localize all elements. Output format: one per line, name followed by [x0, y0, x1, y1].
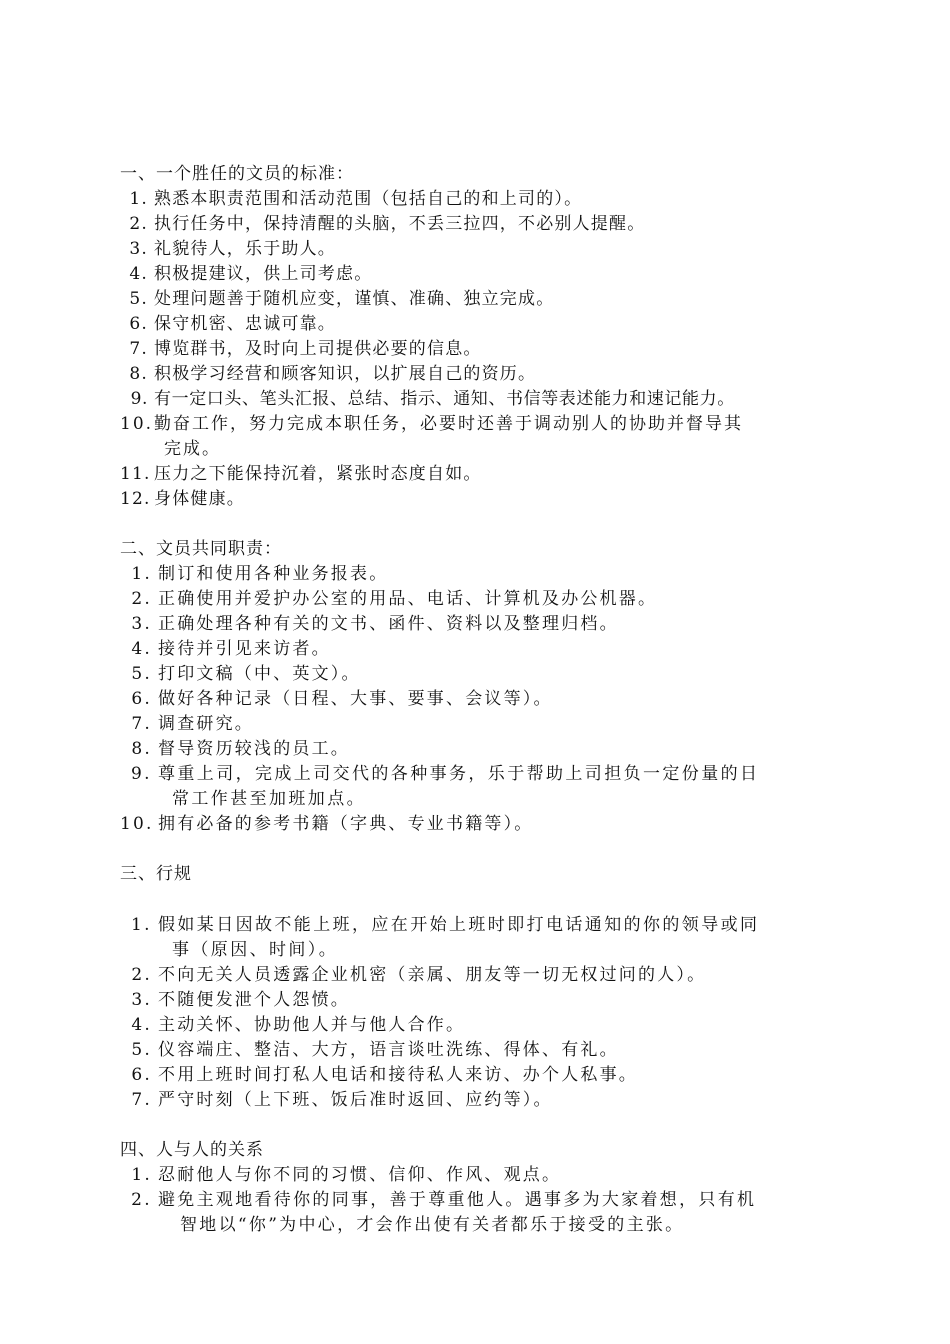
- item-text-continuation: 完成。: [164, 439, 221, 459]
- list-item: [120, 712, 840, 737]
- list-item: [120, 988, 840, 1013]
- list-item: [120, 212, 840, 237]
- item-text: 仪容端庄、整洁、大方，语言谈吐洗练、得体、有礼。: [158, 1040, 619, 1060]
- section-heading: 四、人与人的关系: [120, 1140, 264, 1160]
- item-text: 制订和使用各种业务报表。: [158, 564, 389, 584]
- item-number: 9.: [130, 389, 148, 409]
- list-item: [120, 262, 840, 287]
- section-heading: 三、行规: [120, 864, 192, 884]
- item-text: 调查研究。: [158, 714, 254, 734]
- item-text: 博览群书，及时向上司提供必要的信息。: [154, 339, 482, 359]
- item-number: 12.: [120, 489, 151, 509]
- list-item: [120, 963, 840, 988]
- list-item: [120, 1038, 840, 1063]
- list-item: [120, 237, 840, 262]
- list-item: [120, 737, 840, 762]
- section-standards: [120, 162, 840, 512]
- item-number: 2.: [129, 214, 148, 234]
- item-number: 1.: [130, 915, 152, 935]
- item-number: 9.: [130, 764, 152, 784]
- item-text: 不随便发泄个人怨愤。: [158, 990, 350, 1010]
- item-number: 2.: [131, 589, 152, 609]
- list-item: [120, 612, 840, 637]
- item-number: 10.: [120, 414, 154, 434]
- item-text: 假如某日因故不能上班，应在开始上班时即打电话通知的你的领导或同: [158, 915, 760, 935]
- item-number: 1.: [129, 189, 148, 209]
- item-number: 7.: [129, 339, 148, 359]
- item-text: 尊重上司，完成上司交代的各种事务，乐于帮助上司担负一定份量的日: [158, 764, 760, 784]
- item-text: 避免主观地看待你的同事，善于尊重他人。遇事多为大家着想，只有机: [158, 1190, 757, 1210]
- spacer: [120, 1113, 840, 1138]
- item-text: 督导资历较浅的员工。: [158, 739, 350, 759]
- section-relationships: [120, 1138, 840, 1238]
- item-text: 勤奋工作，努力完成本职任务，必要时还善于调动别人的协助并督导其: [154, 414, 743, 434]
- item-number: 3.: [129, 239, 148, 259]
- list-item: [120, 312, 840, 337]
- section-duties: [120, 537, 840, 837]
- section-rules: [120, 862, 840, 1113]
- spacer: [120, 837, 840, 862]
- item-text: 不向无关人员透露企业机密（亲属、朋友等一切无权过问的人）。: [158, 965, 707, 985]
- list-item: [120, 1188, 840, 1238]
- item-number: 4.: [131, 1015, 152, 1035]
- list-item: [120, 812, 840, 837]
- item-number: 5.: [129, 289, 148, 309]
- item-text-continuation: 常工作甚至加班加点。: [172, 789, 366, 809]
- list-item: [120, 762, 840, 812]
- list-item: [120, 913, 840, 963]
- item-number: 11.: [120, 464, 151, 484]
- item-text: 有一定口头、笔头汇报、总结、指示、通知、书信等表述能力和速记能力。: [154, 389, 735, 409]
- item-text: 严守时刻（上下班、饭后准时返回、应约等）。: [158, 1090, 553, 1110]
- document-page: [120, 162, 840, 1238]
- list-item: [120, 337, 840, 362]
- item-text-continuation: 事（原因、时间）。: [172, 940, 339, 960]
- item-number: 7.: [131, 714, 152, 734]
- list-item: [120, 462, 840, 487]
- list-item: [120, 637, 840, 662]
- list-item: [120, 587, 840, 612]
- item-text: 拥有必备的参考书籍（字典、专业书籍等）。: [158, 814, 534, 834]
- item-text: 身体健康。: [154, 489, 245, 509]
- item-text: 主动关怀、协助他人并与他人合作。: [158, 1015, 466, 1035]
- item-number: 2.: [131, 965, 152, 985]
- item-number: 2.: [131, 1190, 152, 1210]
- item-text: 处理问题善于随机应变，谨慎、准确、独立完成。: [154, 289, 555, 309]
- item-number: 10.: [120, 814, 154, 834]
- list-item: [120, 1088, 840, 1113]
- list-item: [120, 362, 840, 387]
- item-number: 6.: [131, 1065, 152, 1085]
- spacer: [120, 887, 840, 913]
- section-heading: 一、一个胜任的文员的标准：: [120, 164, 354, 184]
- list-item: [120, 1063, 840, 1088]
- item-text: 保守机密、忠诚可靠。: [154, 314, 336, 334]
- item-text: 接待并引见来访者。: [158, 639, 331, 659]
- item-text: 压力之下能保持沉着，紧张时态度自如。: [154, 464, 482, 484]
- item-number: 6.: [129, 314, 148, 334]
- item-number: 3.: [131, 614, 152, 634]
- list-item: [120, 687, 840, 712]
- item-number: 1.: [131, 564, 152, 584]
- item-number: 6.: [131, 689, 152, 709]
- list-item: [120, 1163, 840, 1188]
- item-number: 5.: [131, 1040, 152, 1060]
- item-text: 积极学习经营和顾客知识，以扩展自己的资历。: [154, 364, 537, 384]
- item-text: 忍耐他人与你不同的习惯、信仰、作风、观点。: [158, 1165, 562, 1185]
- item-text: 正确使用并爱护办公室的用品、电话、计算机及办公机器。: [158, 589, 658, 609]
- list-item: [120, 387, 840, 412]
- item-number: 4.: [129, 264, 148, 284]
- item-number: 4.: [131, 639, 152, 659]
- list-item: [120, 412, 840, 462]
- list-item: [120, 487, 840, 512]
- item-text: 不用上班时间打私人电话和接待私人来访、办个人私事。: [158, 1065, 638, 1085]
- section-heading: 二、文员共同职责：: [120, 539, 282, 559]
- list-item: [120, 1013, 840, 1038]
- list-item: [120, 187, 840, 212]
- item-text: 执行任务中，保持清醒的头脑，不丢三拉四，不必别人提醒。: [154, 214, 646, 234]
- item-number: 5.: [131, 664, 152, 684]
- item-number: 8.: [131, 739, 152, 759]
- item-number: 3.: [131, 990, 152, 1010]
- item-text: 礼貌待人，乐于助人。: [154, 239, 336, 259]
- list-item: [120, 562, 840, 587]
- item-text: 正确处理各种有关的文书、函件、资料以及整理归档。: [158, 614, 619, 634]
- list-item: [120, 662, 840, 687]
- item-text: 熟悉本职责范围和活动范围（包括自己的和上司的）。: [154, 189, 583, 209]
- item-text-continuation: 智地以“你”为中心，才会作出使有关者都乐于接受的主张。: [180, 1215, 685, 1235]
- spacer: [120, 512, 840, 537]
- item-number: 8.: [129, 364, 148, 384]
- item-text: 积极提建议，供上司考虑。: [154, 264, 373, 284]
- item-text: 做好各种记录（日程、大事、要事、会议等）。: [158, 689, 553, 709]
- item-number: 1.: [131, 1165, 152, 1185]
- item-text: 打印文稿（中、英文）。: [158, 664, 361, 684]
- list-item: [120, 287, 840, 312]
- item-number: 7.: [131, 1090, 152, 1110]
